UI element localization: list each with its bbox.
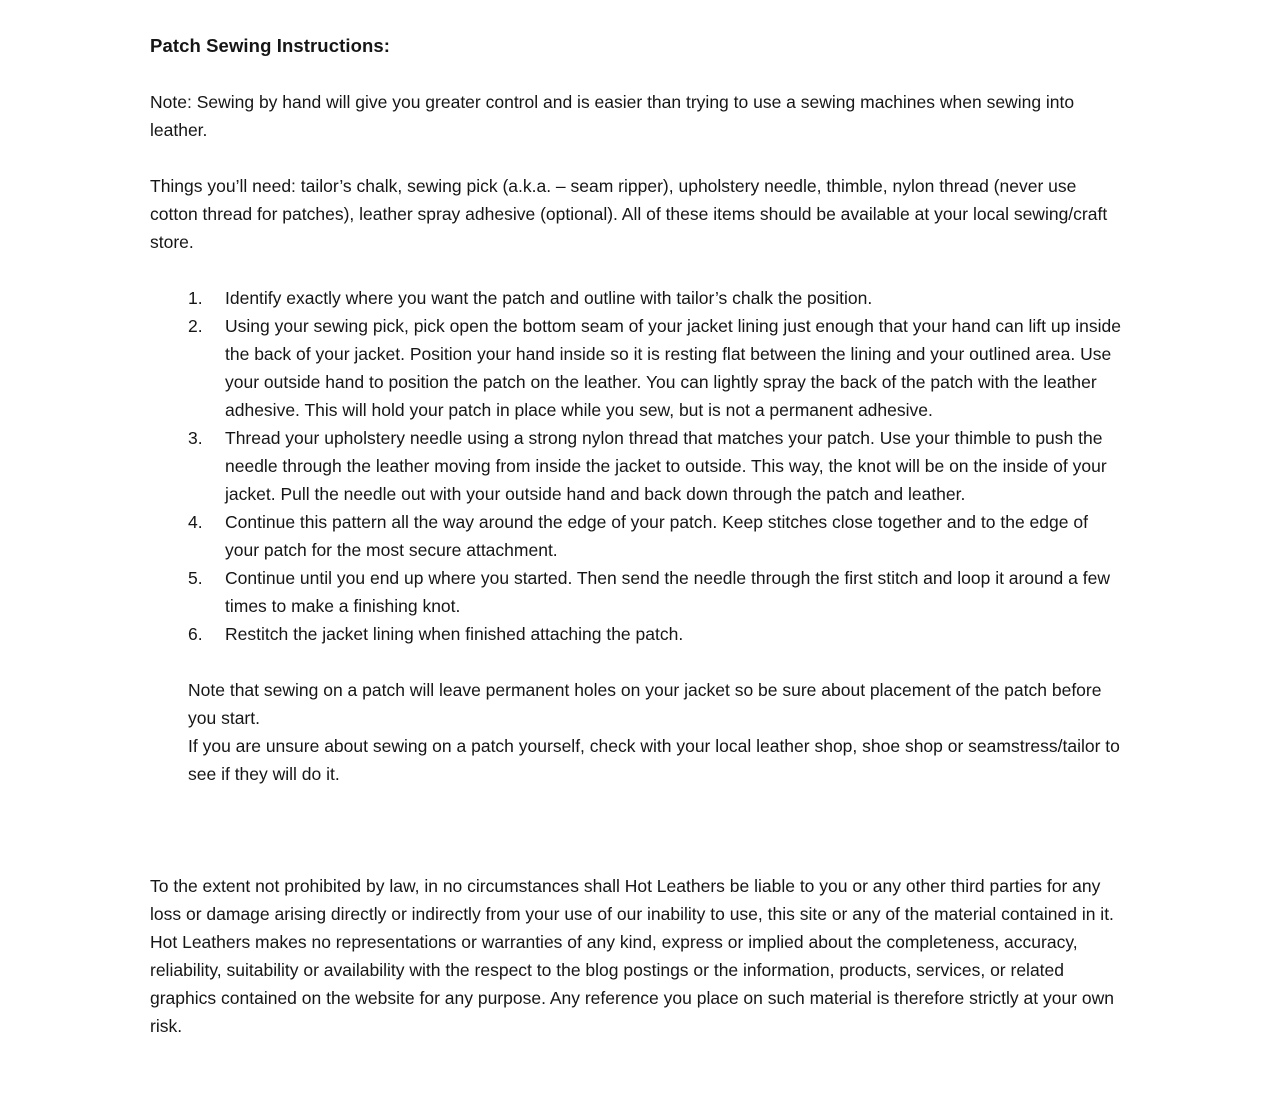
step-number: 3. (188, 428, 203, 448)
step-text: Continue this pattern all the way around the edge of your patch. Keep stitches close together and to the edge of your patch for the most secure attachment. (225, 512, 1088, 560)
instruction-step-4 (188, 508, 1125, 564)
step-text: Continue until you end up where you started. Then send the needle through the first stitch and loop it around a few times to make a finishing knot. (225, 568, 1110, 616)
step-number: 5. (188, 568, 203, 588)
instruction-step-2 (188, 312, 1125, 424)
paragraph-unsure-note: If you are unsure about sewing on a patch yourself, check with your local leather shop, shoe shop or seamstress/tailor to see if they will do it. (188, 736, 1120, 784)
instruction-list (150, 284, 1125, 648)
step-number: 1. (188, 288, 203, 308)
document-title: Patch Sewing Instructions: (150, 35, 391, 56)
instruction-step-3 (188, 424, 1125, 508)
step-text: Identify exactly where you want the patch and outline with tailor’s chalk the position. (225, 288, 873, 308)
step-text: Thread your upholstery needle using a strong nylon thread that matches your patch. Use your thimble to push the needle through the leather moving from inside the jacket to outside. This way, the knot will be on the inside of your jacket. Pull the needle out with your outside hand and back down through the patch and leather. (225, 428, 1107, 504)
instruction-step-6 (188, 620, 1125, 648)
step-text: Using your sewing pick, pick open the bottom seam of your jacket lining just enough that your hand can lift up inside the back of your jacket. Position your hand inside so it is resting flat between the lining and your outlined area. Use your outside hand to position the patch on the leather. You can lightly spray the back of the patch with the leather adhesive. This will hold your patch in place while you sew, but is not a permanent adhesive. (225, 316, 1121, 420)
step-text: Restitch the jacket lining when finished attaching the patch. (225, 624, 684, 644)
step-number: 6. (188, 624, 203, 644)
step-number: 2. (188, 316, 203, 336)
paragraph-placement-note: Note that sewing on a patch will leave permanent holes on your jacket so be sure about placement of the patch before you start. (188, 680, 1102, 728)
step-number: 4. (188, 512, 203, 532)
instruction-step-1 (188, 284, 1125, 312)
paragraph-supplies: Things you’ll need: tailor’s chalk, sewing pick (a.k.a. – seam ripper), upholstery needle, thimble, nylon thread (never use cotton thread for patches), leather spray adhesive (optional). All of these items should be available at your local sewing/craft store. (150, 176, 1108, 252)
paragraph-disclaimer: To the extent not prohibited by law, in no circumstances shall Hot Leathers be liable to you or any other third parties for any loss or damage arising directly or indirectly from your use of our inability to use, this site or any of the material contained in it. Hot Leathers makes no representations or warranties of any kind, express or implied about the completeness, accuracy, reliability, suitability or availability with the respect to the blog postings or the information, products, services, or related graphics contained on the website for any purpose. Any reference you place on such material is therefore strictly at your own risk. (150, 876, 1114, 1036)
paragraph-intro-note: Note: Sewing by hand will give you greater control and is easier than trying to use a sewing machines when sewing into leather. (150, 92, 1075, 140)
instruction-step-5 (188, 564, 1125, 620)
note-block (188, 676, 1125, 788)
